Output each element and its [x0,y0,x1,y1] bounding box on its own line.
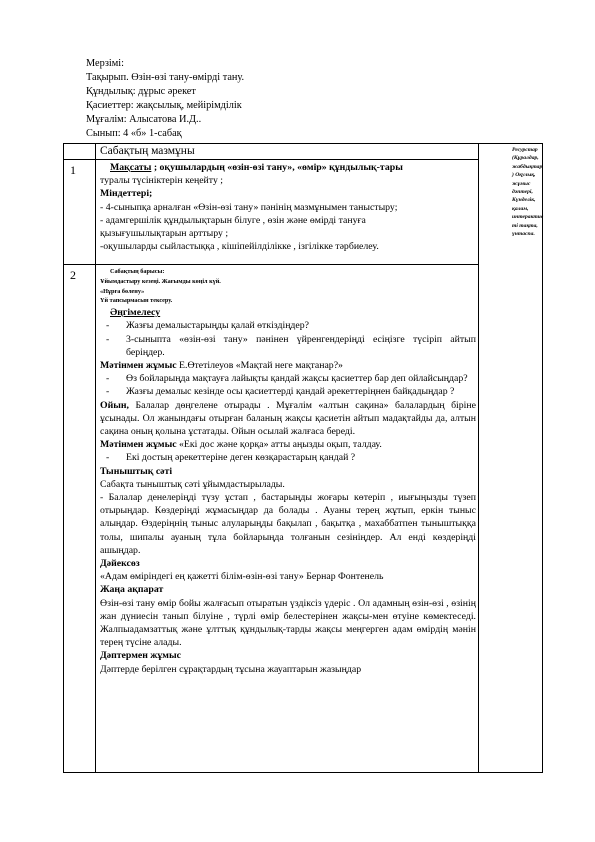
silence-label: Тыныштық сәті [100,465,173,477]
text-work-title: Е.Өтетілеуов «Мақтай неге мақтанар?» [176,360,343,371]
qualities-line: Қасиеттер: жақсылық, мейірімділік [86,100,242,112]
resources-cell: Ресурстар (Құралдар, жабдықтар) Оқулық, жұмыс дәптері, Күнделік, қалам, интерактивті тақта, үнтаспа. [512,147,544,238]
column-divider [95,144,96,772]
list-item: - 3-сыныпта «өзін-өзі тану» пәнінен үйренгендеріңді есіңізге түсіріп айтып беріңдер. [106,333,476,358]
document-header [86,57,244,142]
notebook-text: Дәптерде берілген сұрақтардың тұсына жауаптарын жазыңдар [100,663,362,675]
content-column-title: Сабақтың мазмұны [100,145,195,157]
value-line: Құндылық: дұрыс әрекет [86,86,196,98]
row1-content [100,161,476,253]
new-info-label: Жаңа ақпарат [100,584,164,596]
row-number: 2 [70,268,76,282]
task-item: - 4-сыныпқа арналған «Өзін-өзі тану» пәнінің мазмұнымен таныстыру; [100,201,398,213]
text-work-label: Мәтінмен жұмыс [100,439,177,451]
org-stage: Ұйымдастыру кезеңі. Жағымды көңіл күй. [100,277,221,285]
text-work-title: «Екі дос және қорқа» атты аңызды оқып, талдау. [176,439,382,451]
list-item: - Жазғы демалыс кезінде осы қасиеттерді қандай әрекеттеріңнен байқадыңдар ? [106,386,455,398]
task-item: - адамгершілік құндылықтарын білуге , өзін және өмірді тануға [100,214,366,226]
teacher-line: Мұғалім: Алысатова И.Д.. [86,114,202,126]
exercise-name: «Нұрға бөлену» [100,287,145,295]
task-item-cont: қызығушылықтарын арттыру ; [100,228,229,240]
row2-content [100,267,476,676]
row-divider [64,159,478,160]
row-divider [64,264,478,265]
new-info-text: Өзін-өзі тану өмір бойы жалғасып отыратын үздіксіз үдеріс . Ол адамның өзін-өзі , өзінің жан дүниесін танып білуіне , түрлі өмір белестерінен жақсы-мен өтуіне көмектеседі. Жалпыадамзаттық және ұлттық құндылық-тарды жақсы меңгерген адам өмірдің мәнін терең түсіне алады. [100,597,476,649]
homework-check: Үй тапсырмасын тексеру. [100,297,173,305]
notebook-label: Дәптермен жұмыс [100,650,181,662]
tasks-label: Міндеттері; [100,188,153,200]
list-item: - Өз бойларыңда мақтауға лайықты қандай жақсы қасиеттер бар деп ойлайсыңдар? [106,373,468,385]
goal-text-cont: туралы түсініктерін кеңейту ; [100,175,224,187]
list-item: - Жазғы демалыстарыңды қалай өткіздіңдер? [106,320,310,332]
silence-intro: Сабақта тыныштық сәті ұйымдастырылады. [100,478,285,490]
topic-line: Тақырып. Өзін-өзі тану-өмірді тану. [86,72,245,84]
goal-text: ; оқушылардың «өзін-өзі тану», «өмір» құндылық-тары [151,162,403,173]
game-paragraph: Ойын, Балалар дөңгелене отырады . Мұғалім «алтын сақина» балалардың біріне ұсынады. Ол жанындағы отырған баланың жақсы қасиетін айтып мадақтайды да, алтын сақина оның қолына ұстатады. Ойын осылай жалғаса береді. [100,399,476,438]
quote-text: «Адам өміріндегі ең қажетті білім-өзін-өзі тану» Бернар Фонтенель [100,571,384,583]
lesson-flow-label: Сабақтың барысы: [110,268,165,275]
list-item: - Екі достың әрекеттеріне деген көзқарастарың қандай ? [106,452,356,464]
silence-text: - Балалар денелеріңді түзу ұстап , бастарыңды жоғары көтеріп , иығыңызды түзеп отырыңдар. Көздеріңді жұмасыңдар да болады . Ауаны терең жұтып, еркін тыныс алыңдар. Өздеріңнің тыныс алуларыңды бақылап , бақытқа , махаббатпен тыныштыққа толы, шипалы ауаның тұла бойларыңда толғанын сезініңдер. Ал енді көздеріңді ашыңдар. [100,492,476,556]
class-line: Сынып: 4 «б» 1-сабақ [86,128,182,140]
column-divider [478,144,479,772]
lesson-table [63,143,543,773]
conversation-label: Әңгімелесу [110,307,161,319]
task-item: -оқушыларды сыйластыққа , кішіпейілділікке , ізгілікке тәрбиелеу. [100,241,379,253]
goal-label: Мақсаты [110,162,152,173]
date-line: Мерзімі: [86,58,125,69]
game-label: Ойын, [100,399,130,411]
row-number: 1 [70,163,76,177]
quote-label: Дәйексөз [100,558,140,570]
text-work-label: Мәтінмен жұмыс [100,360,177,371]
